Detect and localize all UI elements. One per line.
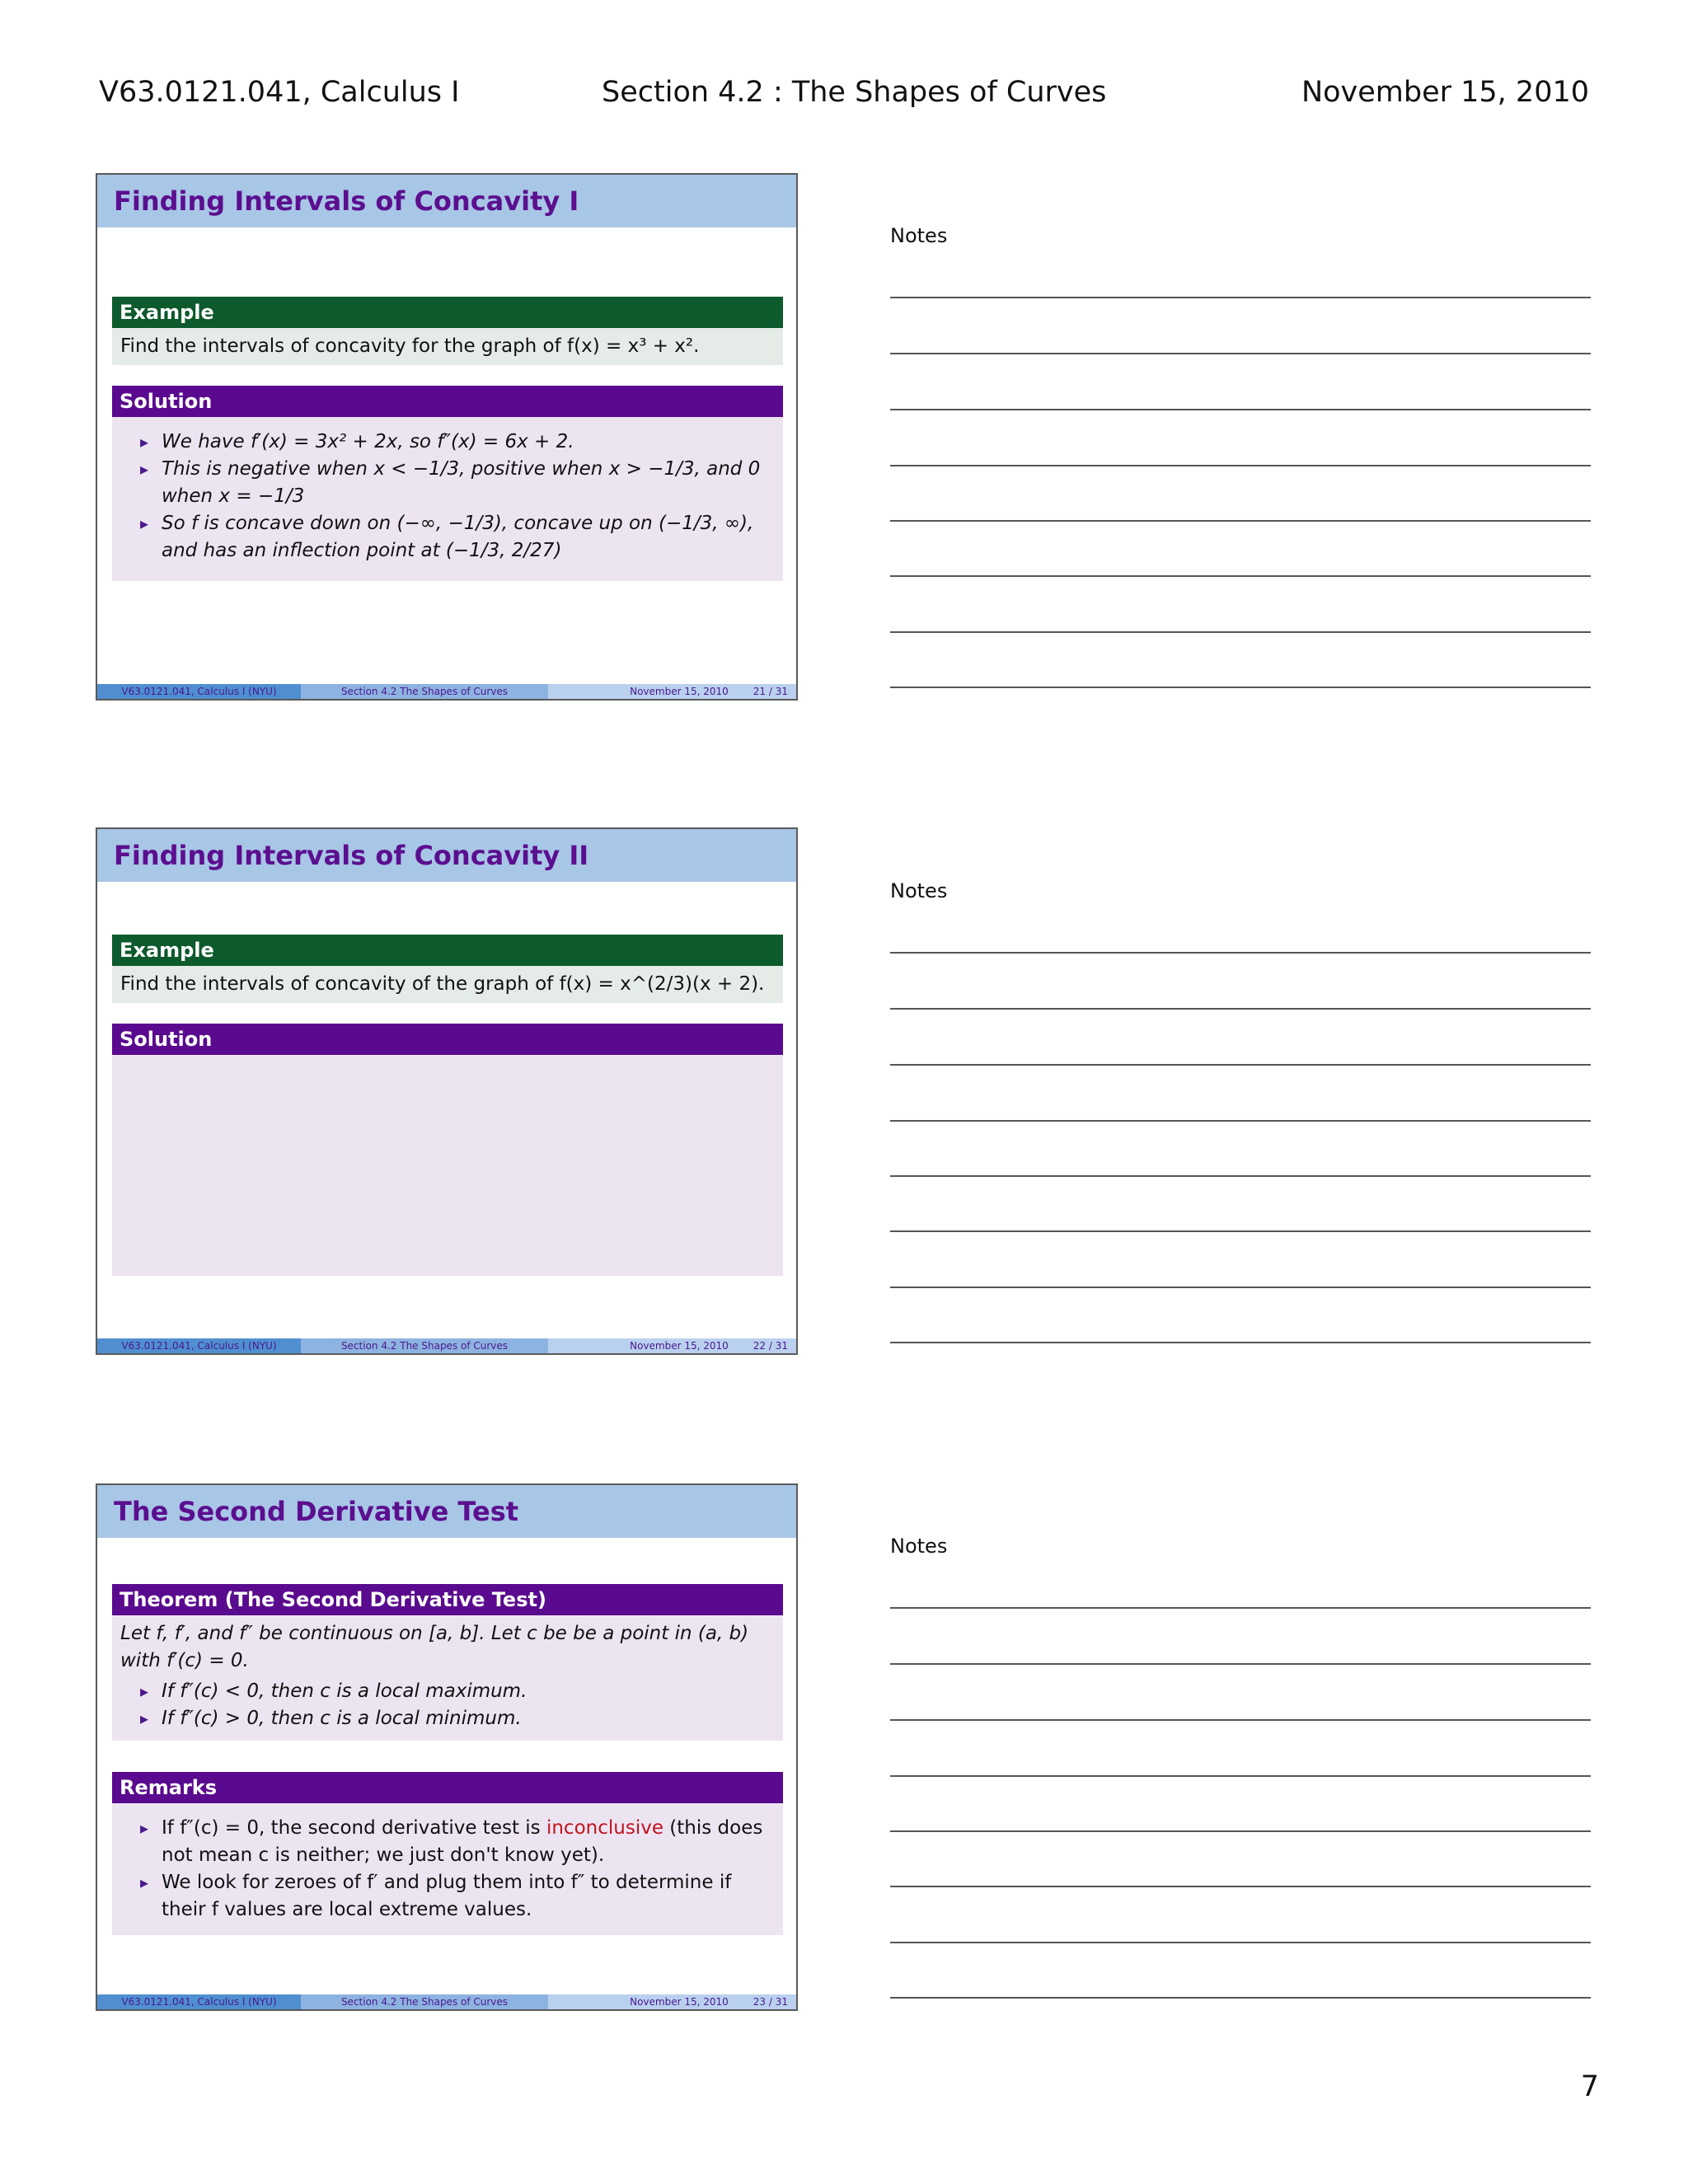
footer-page: 23 / 31 [753, 1996, 788, 2008]
note-line [890, 1663, 1591, 1665]
footer-course: V63.0121.041, Calculus I (NYU) [97, 684, 301, 699]
footer-course: V63.0121.041, Calculus I (NYU) [97, 1994, 301, 2009]
slide-23 [96, 1483, 798, 2011]
example-heading: Example [112, 935, 783, 966]
slide-footer [97, 1338, 796, 1353]
footer-page: 22 / 31 [753, 1340, 788, 1352]
note-line [890, 1719, 1591, 1721]
solution-heading: Solution [112, 1024, 783, 1055]
note-line [890, 631, 1591, 633]
slide-21 [96, 173, 798, 701]
note-line [890, 1886, 1591, 1887]
page-number: 7 [1580, 2070, 1599, 2103]
header-date: November 15, 2010 [1301, 76, 1589, 109]
slide-22 [96, 827, 798, 1355]
list-item: ▸ This is negative when x < −1/3, positive when x > −1/3, and 0 when x = −1/3 [120, 456, 775, 510]
footer-section: Section 4.2 The Shapes of Curves [301, 684, 548, 699]
footer-section: Section 4.2 The Shapes of Curves [301, 1994, 548, 2009]
note-line [890, 952, 1591, 954]
note-line [890, 520, 1591, 522]
note-line [890, 1008, 1591, 1010]
list-item: ▸ If f″(c) < 0, then c is a local maximum. [120, 1678, 775, 1705]
theorem-block [112, 1584, 783, 1741]
list-item: ▸ So f is concave down on (−∞, −1/3), concave up on (−1/3, ∞), and has an inflection point at (−1/3, 2/27) [120, 510, 775, 565]
example-block [112, 297, 783, 365]
note-line [890, 1830, 1591, 1832]
footer-date: November 15, 2010 [630, 686, 729, 697]
footer-date: November 15, 2010 [630, 1340, 729, 1352]
example-heading: Example [112, 297, 783, 328]
footer-section: Section 4.2 The Shapes of Curves [301, 1338, 548, 1353]
list-item: ▸ If f″(c) = 0, the second derivative test is inconclusive (this does not mean c is neither; we just don't know yet). [120, 1815, 775, 1869]
solution-block [112, 1024, 783, 1276]
notes-label: Notes [890, 879, 948, 902]
list-item: ▸ If f″(c) > 0, then c is a local minimum. [120, 1705, 775, 1732]
remarks-heading: Remarks [112, 1772, 783, 1803]
note-line [890, 465, 1591, 466]
note-line [890, 575, 1591, 577]
list-item: ▸ We have f′(x) = 3x² + 2x, so f″(x) = 6x + 2. [120, 429, 775, 456]
remarks-list [120, 1815, 775, 1924]
slide-footer [97, 684, 796, 699]
solution-block [112, 386, 783, 581]
note-line [890, 297, 1591, 298]
slide-title: The Second Derivative Test [97, 1485, 796, 1538]
footer-course: V63.0121.041, Calculus I (NYU) [97, 1338, 301, 1353]
note-line [890, 1175, 1591, 1177]
example-block [112, 935, 783, 1003]
slide-title: Finding Intervals of Concavity II [97, 829, 796, 882]
theorem-list [120, 1678, 775, 1732]
note-line [890, 1286, 1591, 1288]
note-line [890, 1230, 1591, 1232]
note-line [890, 1342, 1591, 1343]
header-course: V63.0121.041, Calculus I [99, 76, 460, 109]
header-section: Section 4.2 : The Shapes of Curves [602, 76, 1107, 109]
theorem-text: Let f, f′, and f″ be continuous on [a, b]. Let c be be a point in (a, b) with f′(c) = 0. [120, 1623, 749, 1671]
page-header [0, 76, 1688, 117]
note-line [890, 687, 1591, 688]
solution-heading: Solution [112, 386, 783, 417]
footer-page: 21 / 31 [753, 686, 788, 697]
solution-list [120, 429, 775, 565]
list-item: ▸ We look for zeroes of f′ and plug them into f″ to determine if their f values are local extreme values. [120, 1869, 775, 1924]
example-text: Find the intervals of concavity for the graph of f(x) = x³ + x². [112, 328, 783, 365]
note-line [890, 1607, 1591, 1609]
notes-label: Notes [890, 224, 948, 247]
note-line [890, 353, 1591, 354]
example-text: Find the intervals of concavity of the graph of f(x) = x^(2/3)(x + 2). [112, 966, 783, 1003]
note-line [890, 1064, 1591, 1066]
note-line [890, 1942, 1591, 1943]
footer-date: November 15, 2010 [630, 1996, 729, 2008]
slide-title: Finding Intervals of Concavity I [97, 175, 796, 227]
solution-body [112, 1055, 783, 1276]
note-line [890, 1775, 1591, 1777]
inconclusive-highlight: inconclusive [546, 1817, 663, 1839]
note-line [890, 1997, 1591, 1999]
slide-footer [97, 1994, 796, 2009]
notes-label: Notes [890, 1535, 948, 1558]
theorem-heading: Theorem (The Second Derivative Test) [112, 1584, 783, 1615]
note-line [890, 409, 1591, 410]
remarks-block [112, 1772, 783, 1935]
note-line [890, 1120, 1591, 1122]
